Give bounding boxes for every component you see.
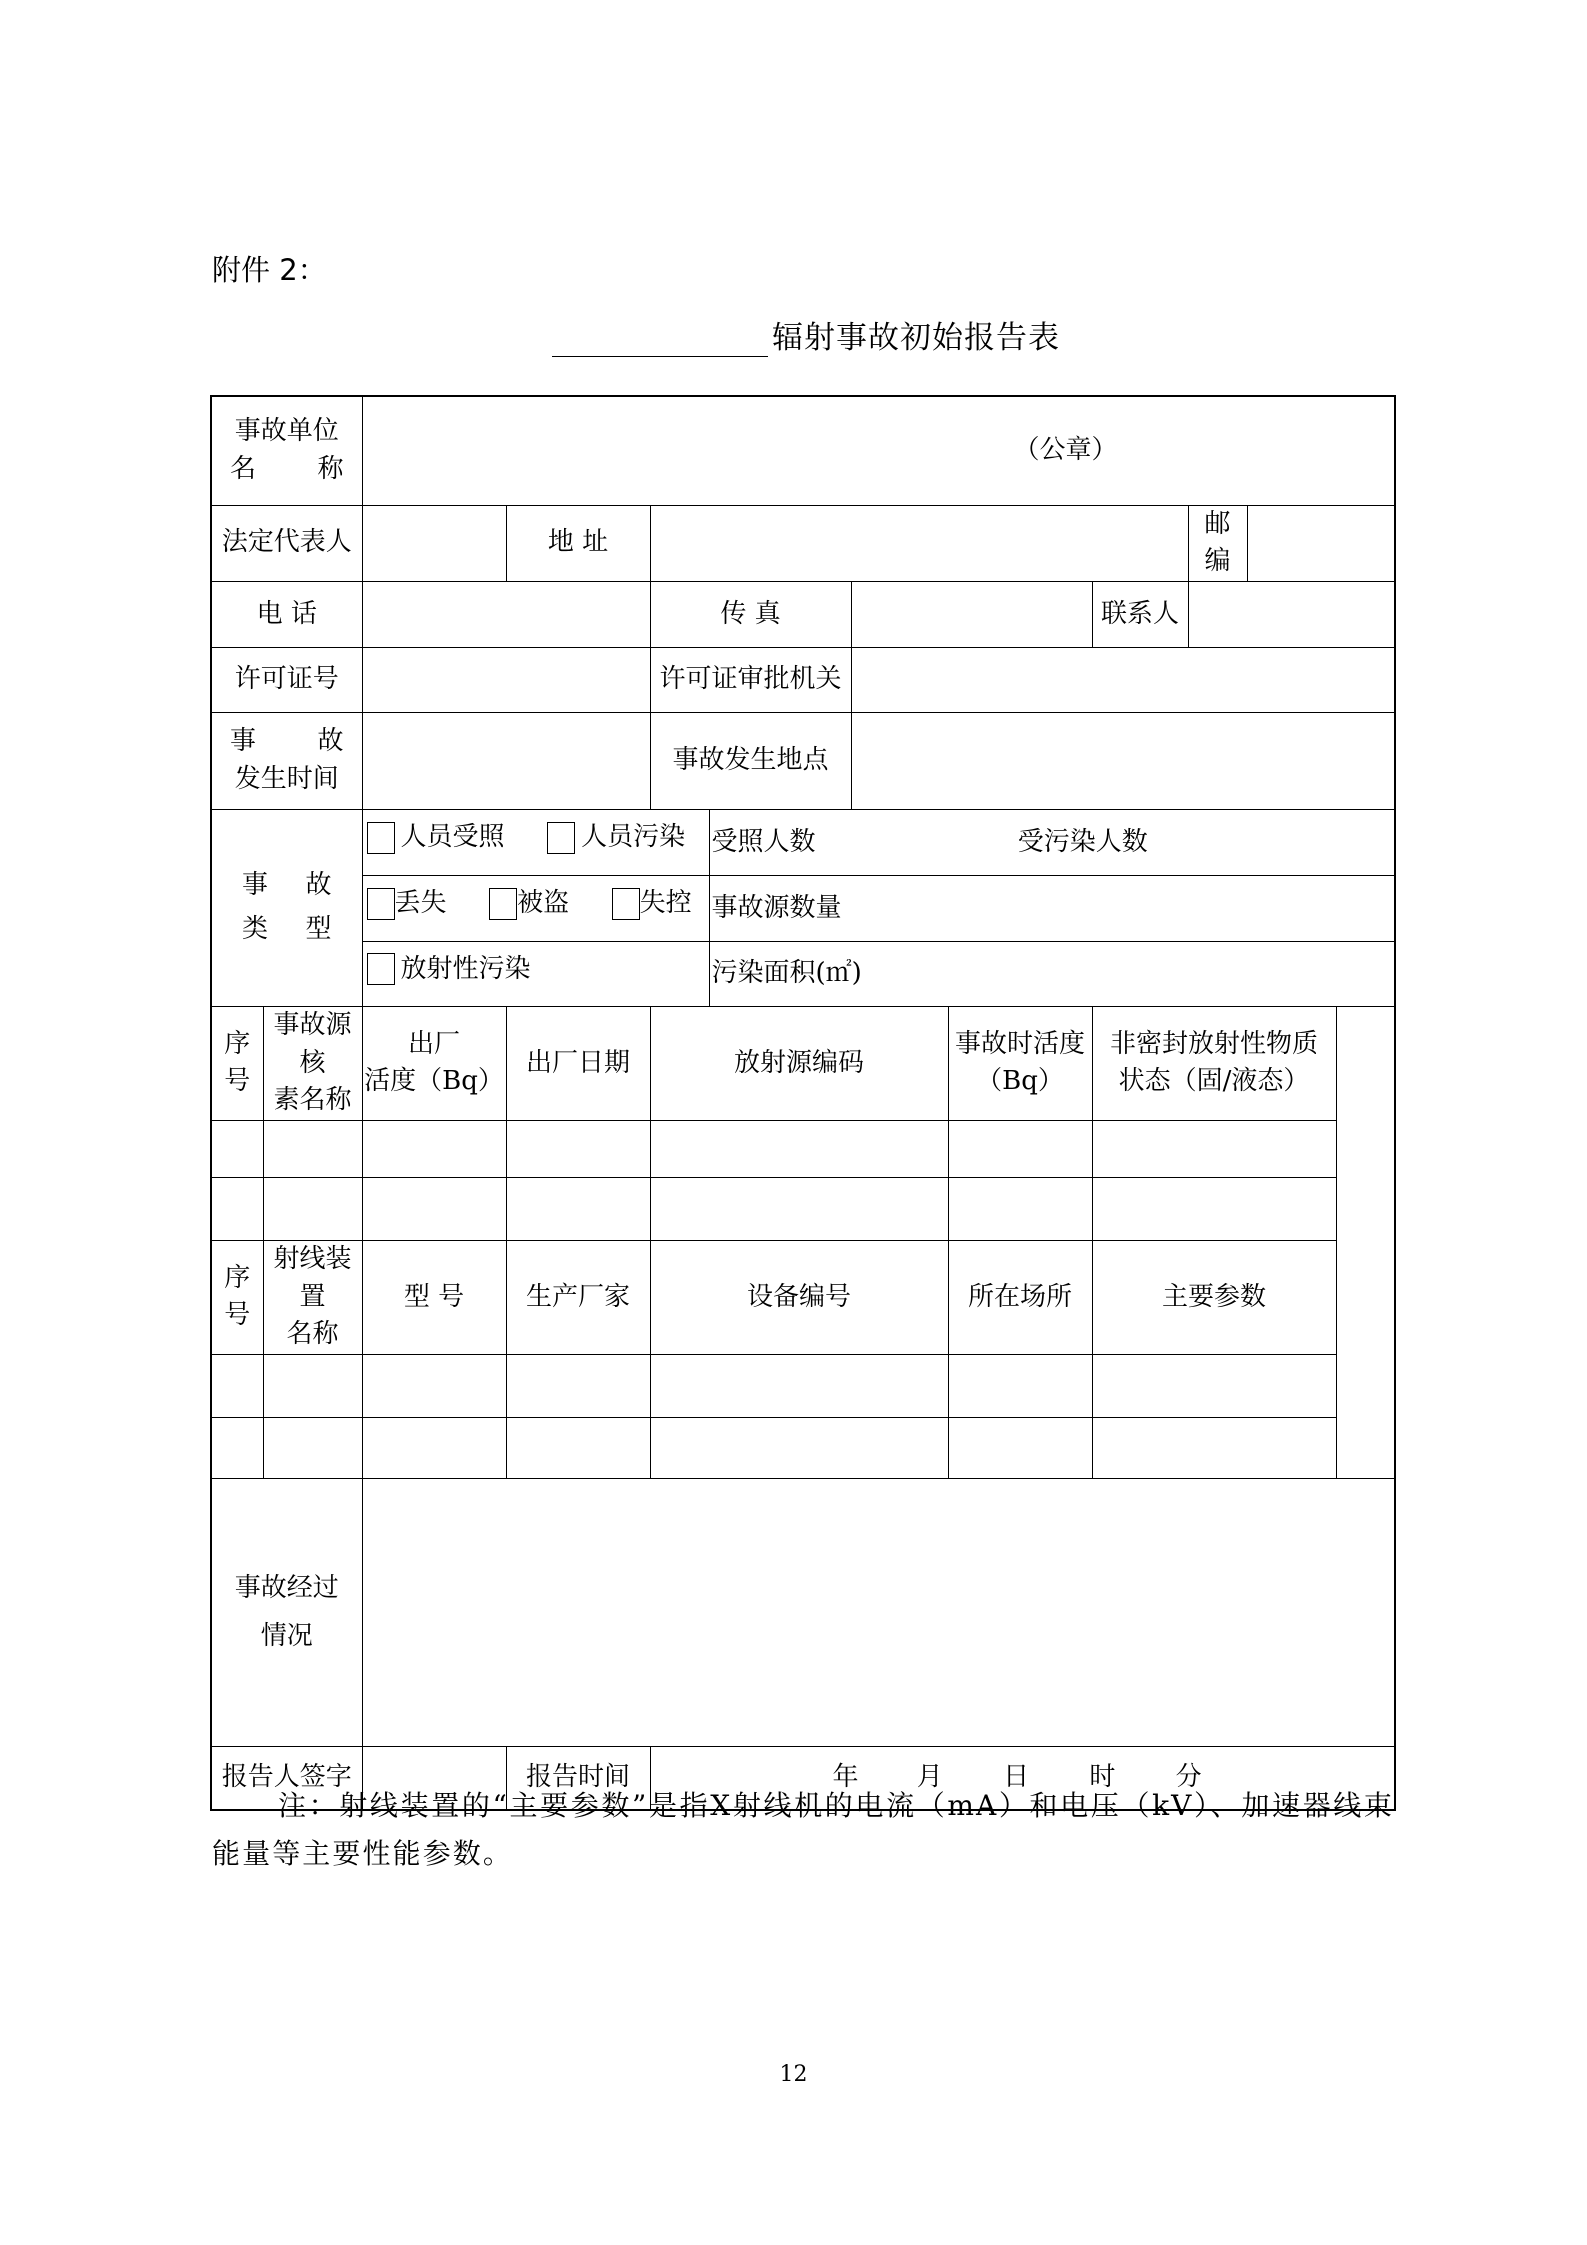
cell[interactable]	[263, 1355, 362, 1418]
irradiated-count-label: 受照人数	[711, 826, 816, 857]
source-code-header: 放射源编码	[650, 1006, 948, 1120]
checkbox-lost[interactable]: 丢失	[367, 885, 447, 923]
minute-label: 分	[1175, 1761, 1202, 1792]
contaminated-count-label: 受污染人数	[1017, 826, 1148, 857]
license-no-field[interactable]	[362, 647, 650, 712]
day-label: 日	[1003, 1761, 1030, 1792]
cell[interactable]	[506, 1355, 650, 1418]
checkbox-box[interactable]	[367, 822, 395, 854]
phone-label: 电 话	[211, 581, 362, 647]
month-label: 月	[916, 1761, 943, 1792]
site-header: 所在场所	[948, 1240, 1092, 1354]
source-row	[211, 1177, 1395, 1240]
main-params-header: 主要参数	[1092, 1240, 1336, 1354]
cell[interactable]	[263, 1418, 362, 1479]
cell[interactable]	[362, 1355, 506, 1418]
cell[interactable]	[211, 1177, 263, 1240]
form-title-block	[552, 312, 1060, 357]
license-authority-label: 许可证审批机关	[650, 647, 851, 712]
cell[interactable]	[650, 1177, 948, 1240]
contamination-area-field[interactable]	[709, 941, 1395, 1006]
checkbox-radioactive-contamination[interactable]: 放射性污染	[367, 951, 531, 989]
cell[interactable]	[650, 1418, 948, 1479]
cell[interactable]	[263, 1120, 362, 1177]
checkbox-irradiated[interactable]: 人员受照	[367, 819, 505, 857]
cell[interactable]	[948, 1355, 1092, 1418]
cell[interactable]	[506, 1418, 650, 1479]
process-label: 事故经过 情况	[211, 1479, 362, 1747]
source-count-field[interactable]	[709, 875, 1395, 941]
cell[interactable]	[948, 1177, 1092, 1240]
checkbox-box[interactable]	[489, 888, 517, 920]
irradiated-count-field[interactable]	[709, 809, 1395, 875]
material-state-header: 非密封放射性物质 状态（固/液态）	[1092, 1006, 1336, 1120]
manufacturer-header: 生产厂家	[506, 1240, 650, 1354]
device-seq-header: 序 号	[211, 1240, 263, 1354]
source-count-label: 事故源数量	[711, 892, 842, 923]
checkbox-stolen[interactable]: 被盗	[489, 885, 569, 923]
source-nuclide-header: 事故源核 素名称	[263, 1006, 362, 1120]
contact-field[interactable]	[1188, 581, 1395, 647]
unit-name-field[interactable]	[362, 396, 1395, 505]
address-label: 地 址	[506, 505, 650, 581]
postcode-field[interactable]	[1247, 505, 1395, 581]
cell[interactable]	[506, 1177, 650, 1240]
source-row	[211, 1120, 1395, 1177]
occurrence-time-field[interactable]	[362, 712, 650, 809]
type-options-row-3	[362, 941, 709, 1006]
process-field[interactable]	[362, 1479, 1395, 1747]
cell[interactable]	[650, 1120, 948, 1177]
device-no-header: 设备编号	[650, 1240, 948, 1354]
type-options-row-1	[362, 809, 709, 875]
fax-field[interactable]	[851, 581, 1092, 647]
type-options-row-2	[362, 875, 709, 941]
form-note: 注：射线装置的“主要参数”是指X射线机的电流（mA）和电压（kV）、加速器线束能量等主要性能参数。	[212, 1789, 1394, 1871]
cell[interactable]	[948, 1418, 1092, 1479]
legal-rep-field[interactable]	[362, 505, 506, 581]
fax-label: 传 真	[650, 581, 851, 647]
attachment-label: 附件 2：	[212, 253, 327, 287]
cell[interactable]	[362, 1120, 506, 1177]
checkbox-box[interactable]	[367, 888, 395, 920]
location-label: 事故发生地点	[650, 712, 851, 809]
checkbox-out-of-control[interactable]: 失控	[612, 885, 692, 923]
occurrence-time-label: 事 故 发生时间	[211, 712, 362, 809]
form-title: 辐射事故初始报告表	[772, 320, 1060, 356]
device-name-header: 射线装置 名称	[263, 1240, 362, 1354]
legal-rep-label: 法定代表人	[211, 505, 362, 581]
factory-date-header: 出厂日期	[506, 1006, 650, 1120]
postcode-label: 邮 编	[1188, 505, 1247, 581]
cell[interactable]	[948, 1120, 1092, 1177]
factory-activity-header: 出厂 活度（Bq）	[362, 1006, 506, 1120]
cell[interactable]	[263, 1177, 362, 1240]
address-field[interactable]	[650, 505, 1188, 581]
cell[interactable]	[1092, 1355, 1336, 1418]
report-time-label: 报告时间	[506, 1747, 650, 1810]
cell[interactable]	[1092, 1418, 1336, 1479]
license-no-label: 许可证号	[211, 647, 362, 712]
unit-name-label: 事故单位 名 称	[211, 396, 362, 505]
seal-label: （公章）	[1013, 434, 1118, 465]
cell[interactable]	[362, 1177, 506, 1240]
cell[interactable]	[1092, 1120, 1336, 1177]
contact-label: 联系人	[1092, 581, 1188, 647]
accident-report-form	[210, 395, 1396, 1811]
accident-activity-header: 事故时活度 （Bq）	[948, 1006, 1092, 1120]
checkbox-contaminated[interactable]: 人员污染	[547, 819, 685, 857]
contamination-area-label: 污染面积(㎡)	[711, 958, 862, 989]
phone-field[interactable]	[362, 581, 650, 647]
checkbox-box[interactable]	[612, 888, 640, 920]
device-row	[211, 1355, 1395, 1418]
title-blank-line[interactable]	[552, 320, 768, 357]
page-number: 12	[779, 2062, 808, 2087]
checkbox-box[interactable]	[547, 822, 575, 854]
source-seq-header: 序 号	[211, 1006, 263, 1120]
accident-type-label: 事 故 类 型	[211, 809, 362, 1006]
cell[interactable]	[650, 1355, 948, 1418]
reporter-signature-label: 报告人签字	[211, 1747, 362, 1810]
model-header: 型 号	[362, 1240, 506, 1354]
cell[interactable]	[211, 1120, 263, 1177]
checkbox-box[interactable]	[367, 953, 395, 985]
year-label: 年	[832, 1761, 859, 1792]
cell[interactable]	[1092, 1177, 1336, 1240]
cell[interactable]	[211, 1418, 263, 1479]
license-authority-field[interactable]	[851, 647, 1395, 712]
cell[interactable]	[211, 1355, 263, 1418]
location-field[interactable]	[851, 712, 1395, 809]
cell[interactable]	[362, 1418, 506, 1479]
device-row	[211, 1418, 1395, 1479]
cell[interactable]	[506, 1120, 650, 1177]
hour-label: 时	[1089, 1761, 1116, 1792]
